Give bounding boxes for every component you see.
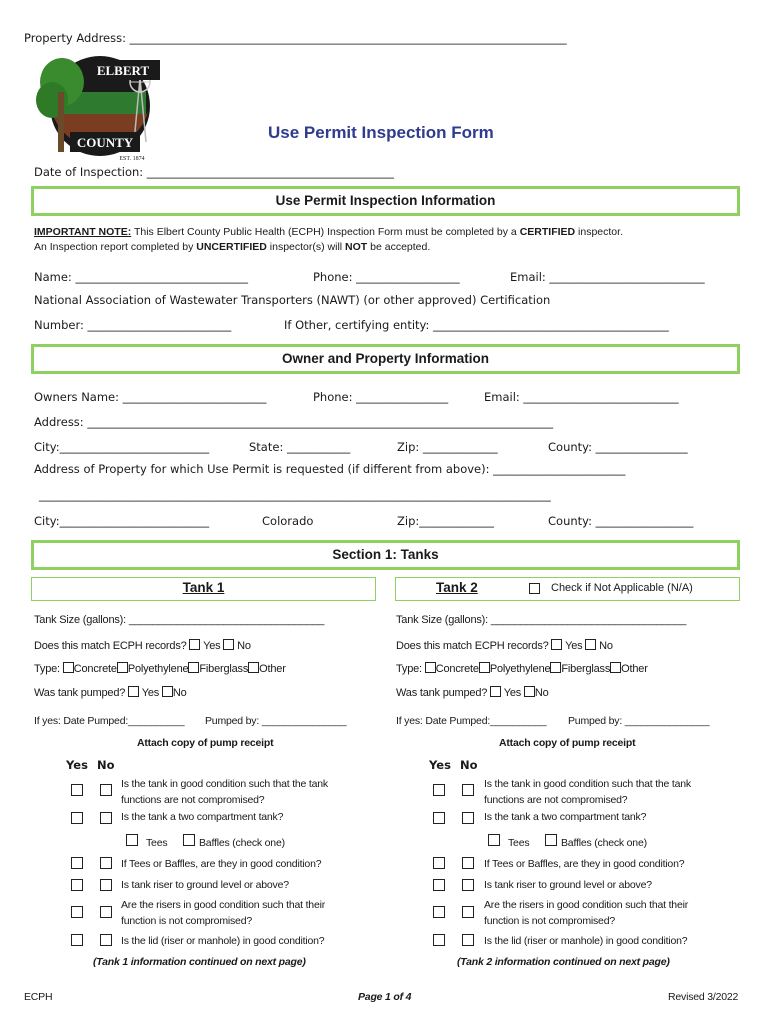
tank-1-attach-receipt: Attach copy of pump receipt xyxy=(137,737,274,749)
tank-2-col-no: No xyxy=(460,758,478,772)
tank-1-match-no-checkbox[interactable] xyxy=(223,639,234,650)
tank-2-q3-no-checkbox[interactable] xyxy=(462,857,474,869)
tank-2-q6: Is the lid (riser or manhole) in good condition? xyxy=(484,935,688,947)
tank-2-q3-yes-checkbox[interactable] xyxy=(433,857,445,869)
section-heading: Use Permit Inspection Information xyxy=(275,193,496,208)
svg-text:ELBERT: ELBERT xyxy=(96,63,150,78)
property-city-field[interactable]: City:__________________________ xyxy=(34,514,210,528)
property-address-field[interactable]: Property Address: ____________________________________________________________________________ xyxy=(24,31,567,45)
important-note: IMPORTANT NOTE: This Elbert County Public Health (ECPH) Inspection Form must be completed by a CERTIFIED inspector. An Inspection report completed by UNCERTIFIED inspector(s) will NOT be accepted. xyxy=(34,226,623,253)
tank-1-q6: Is the lid (riser or manhole) in good condition? xyxy=(121,935,325,947)
tank-2-na-label: Check if Not Applicable (N/A) xyxy=(551,582,693,594)
page-title: Use Permit Inspection Form xyxy=(268,123,494,142)
owner-phone-field[interactable]: Phone: ________________ xyxy=(313,390,449,404)
tank-1-date-pumped-field[interactable]: If yes: Date Pumped:__________ xyxy=(34,715,185,727)
tank-1-q6-no-checkbox[interactable] xyxy=(100,934,112,946)
tank-1-q4: Is tank riser to ground level or above? xyxy=(121,879,289,891)
tank-1-q5: Are the risers in good condition such that their function is not compromised? xyxy=(121,899,326,927)
tank-1-q5-no-checkbox[interactable] xyxy=(100,906,112,918)
property-address-line-2[interactable]: _________________________________________________________________________________________ xyxy=(39,488,551,502)
tank-2-baffles-checkbox[interactable] xyxy=(545,834,557,846)
owner-state-field[interactable]: State: ___________ xyxy=(249,440,351,454)
tank-1-q3: If Tees or Baffles, are they in good condition? xyxy=(121,858,322,870)
tank-2-q4-yes-checkbox[interactable] xyxy=(433,879,445,891)
tank-2-na-checkbox[interactable] xyxy=(529,583,540,594)
phone-field[interactable]: Phone: __________________ xyxy=(313,270,460,284)
property-address-if-different-field[interactable]: Address of Property for which Use Permit is requested (if different from above): _______________________ xyxy=(34,462,626,476)
tank-1-match-yes-checkbox[interactable] xyxy=(189,639,200,650)
tank-1-pumped: Was tank pumped? Yes No xyxy=(34,687,187,699)
tank-1-pumped-no-checkbox[interactable] xyxy=(162,686,173,697)
tank-2-pumped-by-field[interactable]: Pumped by: _______________ xyxy=(568,715,710,727)
tank-1-col-no: No xyxy=(97,758,115,772)
tank-1-q1: Is the tank in good condition such that the tank functions are not compromised? xyxy=(121,778,328,806)
tank-1-q2: Is the tank a two compartment tank? xyxy=(121,811,284,823)
tank-1-q4-yes-checkbox[interactable] xyxy=(71,879,83,891)
tank-2-q2: Is the tank a two compartment tank? xyxy=(484,811,647,823)
tank-1-q3-no-checkbox[interactable] xyxy=(100,857,112,869)
tank-2-size-field[interactable]: Tank Size (gallons): _________________________________ xyxy=(396,614,687,626)
tank-2-q6-yes-checkbox[interactable] xyxy=(433,934,445,946)
tank-2-q5-yes-checkbox[interactable] xyxy=(433,906,445,918)
tank-2-q1-no-checkbox[interactable] xyxy=(462,784,474,796)
tank-2-title: Tank 2 xyxy=(436,580,478,595)
tank-1-q1-yes-checkbox[interactable] xyxy=(71,784,83,796)
footer-revised: Revised 3/2022 xyxy=(668,991,739,1003)
tank-2-q4: Is tank riser to ground level or above? xyxy=(484,879,652,891)
tank-2-match-yes-checkbox[interactable] xyxy=(551,639,562,650)
owner-county-field[interactable]: County: ________________ xyxy=(548,440,688,454)
svg-text:EST. 1874: EST. 1874 xyxy=(119,156,145,162)
tank-2-q1: Is the tank in good condition such that the tank functions are not compromised? xyxy=(484,778,691,806)
tank-2-header xyxy=(395,577,740,601)
footer-page-number: Page 1 of 4 xyxy=(358,991,412,1003)
owner-email-field[interactable]: Email: ___________________________ xyxy=(484,390,679,404)
tank-1-continued-note: (Tank 1 information continued on next page) xyxy=(93,956,306,968)
tank-2-q5-no-checkbox[interactable] xyxy=(462,906,474,918)
tank-1-q2-yes-checkbox[interactable] xyxy=(71,812,83,824)
tank-1-q1-no-checkbox[interactable] xyxy=(100,784,112,796)
tank-2-tees-checkbox[interactable] xyxy=(488,834,500,846)
tank-1-title: Tank 1 xyxy=(182,580,225,595)
tank-1-tees-label: Tees xyxy=(146,837,168,849)
email-field[interactable]: Email: ___________________________ xyxy=(510,270,705,284)
certifying-entity-field[interactable]: If Other, certifying entity: _________________________________________ xyxy=(284,318,669,332)
tank-1-pumped-by-field[interactable]: Pumped by: _______________ xyxy=(205,715,347,727)
tank-1-pumped-yes-checkbox[interactable] xyxy=(128,686,139,697)
tank-2-type-fiberglass-checkbox[interactable] xyxy=(550,662,561,673)
tank-2-q4-no-checkbox[interactable] xyxy=(462,879,474,891)
tank-2-q1-yes-checkbox[interactable] xyxy=(433,784,445,796)
footer-left: ECPH xyxy=(24,991,53,1003)
tank-1-type-concrete-checkbox[interactable] xyxy=(63,662,74,673)
date-of-inspection-field[interactable]: Date of Inspection: ___________________________________________ xyxy=(34,165,395,179)
section-header-tanks xyxy=(31,540,740,570)
tank-1-size-field[interactable]: Tank Size (gallons): _________________________________ xyxy=(34,614,325,626)
tank-1-q5-yes-checkbox[interactable] xyxy=(71,906,83,918)
tank-1-type-other-checkbox[interactable] xyxy=(248,662,259,673)
tank-1-tees-checkbox[interactable] xyxy=(126,834,138,846)
tank-1-q6-yes-checkbox[interactable] xyxy=(71,934,83,946)
section-header-owner-info xyxy=(31,344,740,374)
tank-1-baffles-label: Baffles (check one) xyxy=(199,837,285,849)
tank-2-type-concrete-checkbox[interactable] xyxy=(425,662,436,673)
tank-2-tees-label: Tees xyxy=(508,837,530,849)
tank-2-attach-receipt: Attach copy of pump receipt xyxy=(499,737,636,749)
certification-number-field[interactable]: Number: _________________________ xyxy=(34,318,232,332)
property-county-field[interactable]: County: _________________ xyxy=(548,514,694,528)
tank-2-pumped-yes-checkbox[interactable] xyxy=(490,686,501,697)
tank-2-type-other-checkbox[interactable] xyxy=(610,662,621,673)
tank-1-q2-no-checkbox[interactable] xyxy=(100,812,112,824)
name-field[interactable]: Name: ______________________________ xyxy=(34,270,248,284)
tank-2-q3: If Tees or Baffles, are they in good condition? xyxy=(484,858,685,870)
tank-1-match-records: Does this match ECPH records? Yes No xyxy=(34,640,251,652)
nawt-label: National Association of Wastewater Transporters (NAWT) (or other approved) Certification xyxy=(34,293,551,307)
tank-2-match-records: Does this match ECPH records? Yes No xyxy=(396,640,613,652)
tank-2-type: Type: Concrete Polyethylene Fiberglass Other xyxy=(396,663,648,675)
tank-1-type-fiberglass-checkbox[interactable] xyxy=(188,662,199,673)
owners-name-field[interactable]: Owners Name: _________________________ xyxy=(34,390,267,404)
section-heading: Owner and Property Information xyxy=(281,351,490,366)
tank-2-pumped: Was tank pumped? Yes No xyxy=(396,687,549,699)
tank-2-match-no-checkbox[interactable] xyxy=(585,639,596,650)
tank-1-col-yes: Yes xyxy=(66,758,88,772)
tank-2-q2-no-checkbox[interactable] xyxy=(462,812,474,824)
tank-2-q5: Are the risers in good condition such that their function is not compromised? xyxy=(484,899,689,927)
section-heading: Section 1: Tanks xyxy=(332,547,439,562)
property-state-colorado: Colorado xyxy=(262,514,314,528)
tank-2-baffles-label: Baffles (check one) xyxy=(561,837,647,849)
property-zip-field[interactable]: Zip:_____________ xyxy=(397,514,494,528)
tank-1-q4-no-checkbox[interactable] xyxy=(100,879,112,891)
tank-1-type-polyethylene-checkbox[interactable] xyxy=(117,662,128,673)
tank-2-col-yes: Yes xyxy=(429,758,451,772)
tank-2-pumped-no-checkbox[interactable] xyxy=(524,686,535,697)
owner-city-field[interactable]: City:__________________________ xyxy=(34,440,210,454)
tank-2-date-pumped-field[interactable]: If yes: Date Pumped:__________ xyxy=(396,715,547,727)
tank-1-baffles-checkbox[interactable] xyxy=(183,834,195,846)
tank-1-q3-yes-checkbox[interactable] xyxy=(71,857,83,869)
elbert-county-logo xyxy=(30,52,170,164)
tank-1-type: Type: Concrete Polyethylene Fiberglass Other xyxy=(34,663,286,675)
tank-2-q6-no-checkbox[interactable] xyxy=(462,934,474,946)
owner-address-field[interactable]: Address: _________________________________________________________________________________ xyxy=(34,415,554,429)
tank-2-type-polyethylene-checkbox[interactable] xyxy=(479,662,490,673)
tank-2-continued-note: (Tank 2 information continued on next page) xyxy=(457,956,670,968)
owner-zip-field[interactable]: Zip: _____________ xyxy=(397,440,498,454)
tank-1-header xyxy=(31,577,376,601)
svg-text:COUNTY: COUNTY xyxy=(76,135,134,150)
section-header-inspection-info xyxy=(31,186,740,216)
tank-2-q2-yes-checkbox[interactable] xyxy=(433,812,445,824)
